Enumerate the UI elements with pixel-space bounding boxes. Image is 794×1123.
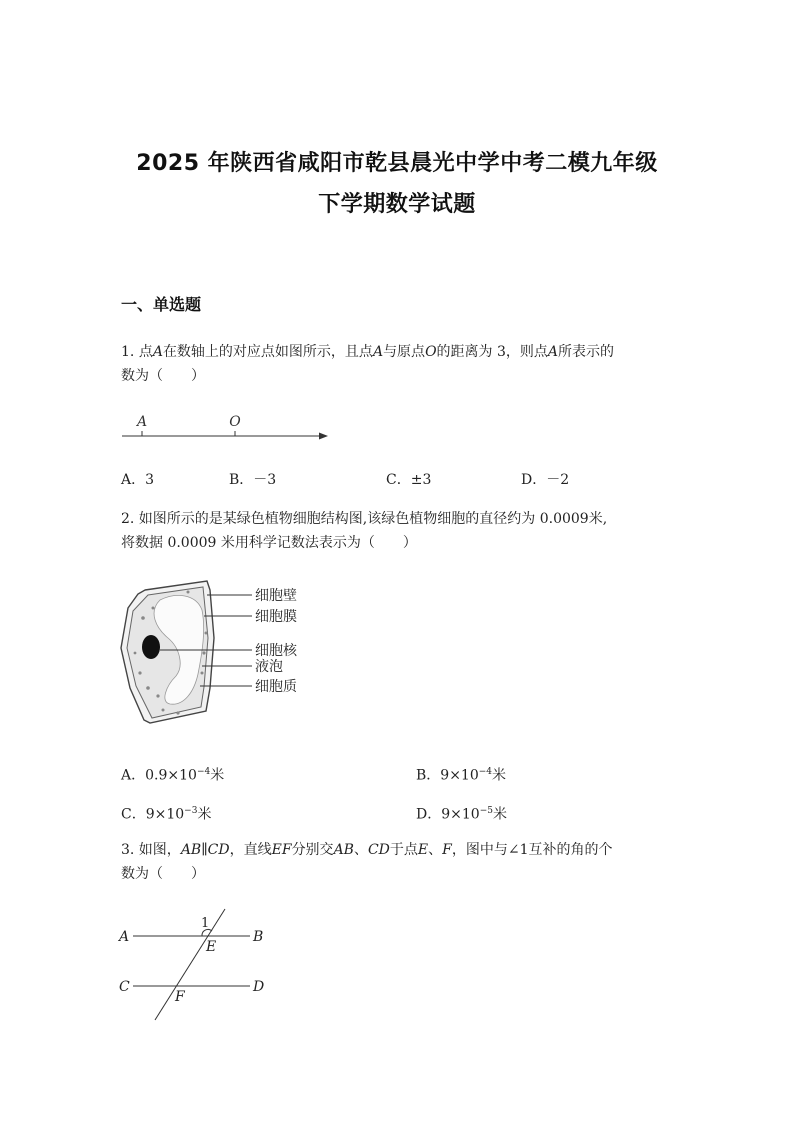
- q1-var-a: A: [372, 344, 384, 360]
- q1-text-part: 的距离为 3，则点: [436, 344, 548, 360]
- q2-text-line1: 2. 如图所示的是某绿色植物细胞结构图,该绿色植物细胞的直径约为 0.0009米,: [121, 511, 608, 527]
- q2-option-c[interactable]: [121, 801, 211, 825]
- section-heading: 一、单选题: [121, 295, 202, 314]
- q1-option-a[interactable]: A．3: [121, 472, 155, 488]
- q2-option-b[interactable]: [416, 762, 506, 786]
- label-angle-1: 1: [201, 916, 210, 931]
- q3-var-ef: EF: [271, 842, 292, 858]
- q3-text-part: 、: [428, 842, 443, 858]
- q1-text-part: 与原点: [383, 344, 426, 360]
- q3-var-ab: AB: [333, 842, 354, 858]
- line-ef: [155, 909, 225, 1020]
- q1-var-a: A: [152, 344, 163, 360]
- q3-text-part: 、: [353, 842, 368, 858]
- q3-text-part: ，图中与∠1互补的角的个: [451, 842, 613, 858]
- number-line-arrow-icon: [319, 433, 328, 440]
- q1-text-part: 所表示的: [558, 344, 615, 360]
- option-value: 9×10: [145, 806, 185, 823]
- q1-var-o: O: [425, 344, 437, 360]
- q1-option-b[interactable]: B．－3: [229, 472, 277, 488]
- label-cell-wall: 细胞壁: [255, 588, 297, 604]
- label-cytoplasm: 细胞质: [255, 679, 297, 695]
- question-3-text: [121, 838, 691, 886]
- q3-text-part: 3. 如图，: [121, 842, 181, 858]
- q1-text-part: 在数轴上的对应点如图所示，且点: [162, 344, 373, 360]
- number-line-figure: [120, 408, 335, 448]
- label-o: O: [229, 414, 241, 430]
- label-point-a: A: [119, 929, 130, 945]
- q3-text-part: 于点: [389, 842, 418, 858]
- q1-number: 1.: [121, 344, 135, 360]
- option-value: 9×10: [441, 806, 480, 823]
- label-point-c: C: [119, 979, 130, 995]
- q2-option-a[interactable]: [121, 762, 224, 786]
- q3-var-e: E: [417, 842, 429, 858]
- q1-text-part: 点: [138, 344, 153, 360]
- q3-parallel-expr: AB∥CD: [180, 842, 230, 858]
- label-point-e: E: [206, 939, 217, 955]
- option-exponent: −4: [196, 767, 211, 777]
- q3-var-cd: CD: [367, 842, 390, 858]
- page-title-line1: 2025 年陕西省咸阳市乾县晨光中学中考二模九年级: [136, 151, 658, 176]
- label-cell-membrane: 细胞膜: [255, 609, 297, 625]
- q3-text-part: 分别交: [291, 842, 334, 858]
- q1-option-d[interactable]: D．－2: [521, 472, 570, 488]
- q1-var-a: A: [547, 344, 559, 360]
- option-exponent: −3: [184, 806, 198, 816]
- question-1-text: [121, 340, 681, 388]
- label-point-b: B: [253, 929, 264, 945]
- option-letter: A．: [121, 767, 146, 784]
- option-exponent: −4: [478, 767, 493, 777]
- option-exponent: −5: [479, 806, 493, 816]
- option-letter: C．: [121, 806, 146, 823]
- option-unit: 米: [210, 767, 225, 784]
- option-unit: 米: [492, 767, 507, 784]
- option-unit: 米: [197, 806, 212, 823]
- label-a: A: [136, 414, 148, 430]
- option-value: 0.9×10: [145, 767, 197, 784]
- option-unit: 米: [492, 806, 507, 823]
- parallel-lines-figure: [115, 905, 275, 1025]
- option-value: 9×10: [440, 767, 479, 784]
- label-vacuole: 液泡: [255, 659, 283, 675]
- q2-option-d[interactable]: [416, 801, 507, 825]
- plant-cell-figure: [118, 578, 318, 733]
- q1-option-c[interactable]: C．±3: [386, 472, 432, 488]
- q2-text-line2: 将数据 0.0009 米用科学记数法表示为（ ）: [121, 535, 417, 551]
- question-2-text: [121, 507, 681, 555]
- q3-var-f: F: [442, 842, 452, 858]
- q1-text-line2: 数为（ ）: [121, 368, 205, 384]
- page-title-line2: 下学期数学试题: [318, 192, 476, 217]
- label-nucleus: 细胞核: [255, 643, 297, 659]
- option-letter: B．: [416, 767, 441, 784]
- nucleus-shape: [142, 635, 160, 659]
- option-letter: D．: [416, 806, 442, 823]
- q3-text-line2: 数为（ ）: [121, 866, 205, 882]
- label-point-d: D: [253, 979, 265, 995]
- label-point-f: F: [175, 989, 185, 1005]
- q3-text-part: ，直线: [229, 842, 272, 858]
